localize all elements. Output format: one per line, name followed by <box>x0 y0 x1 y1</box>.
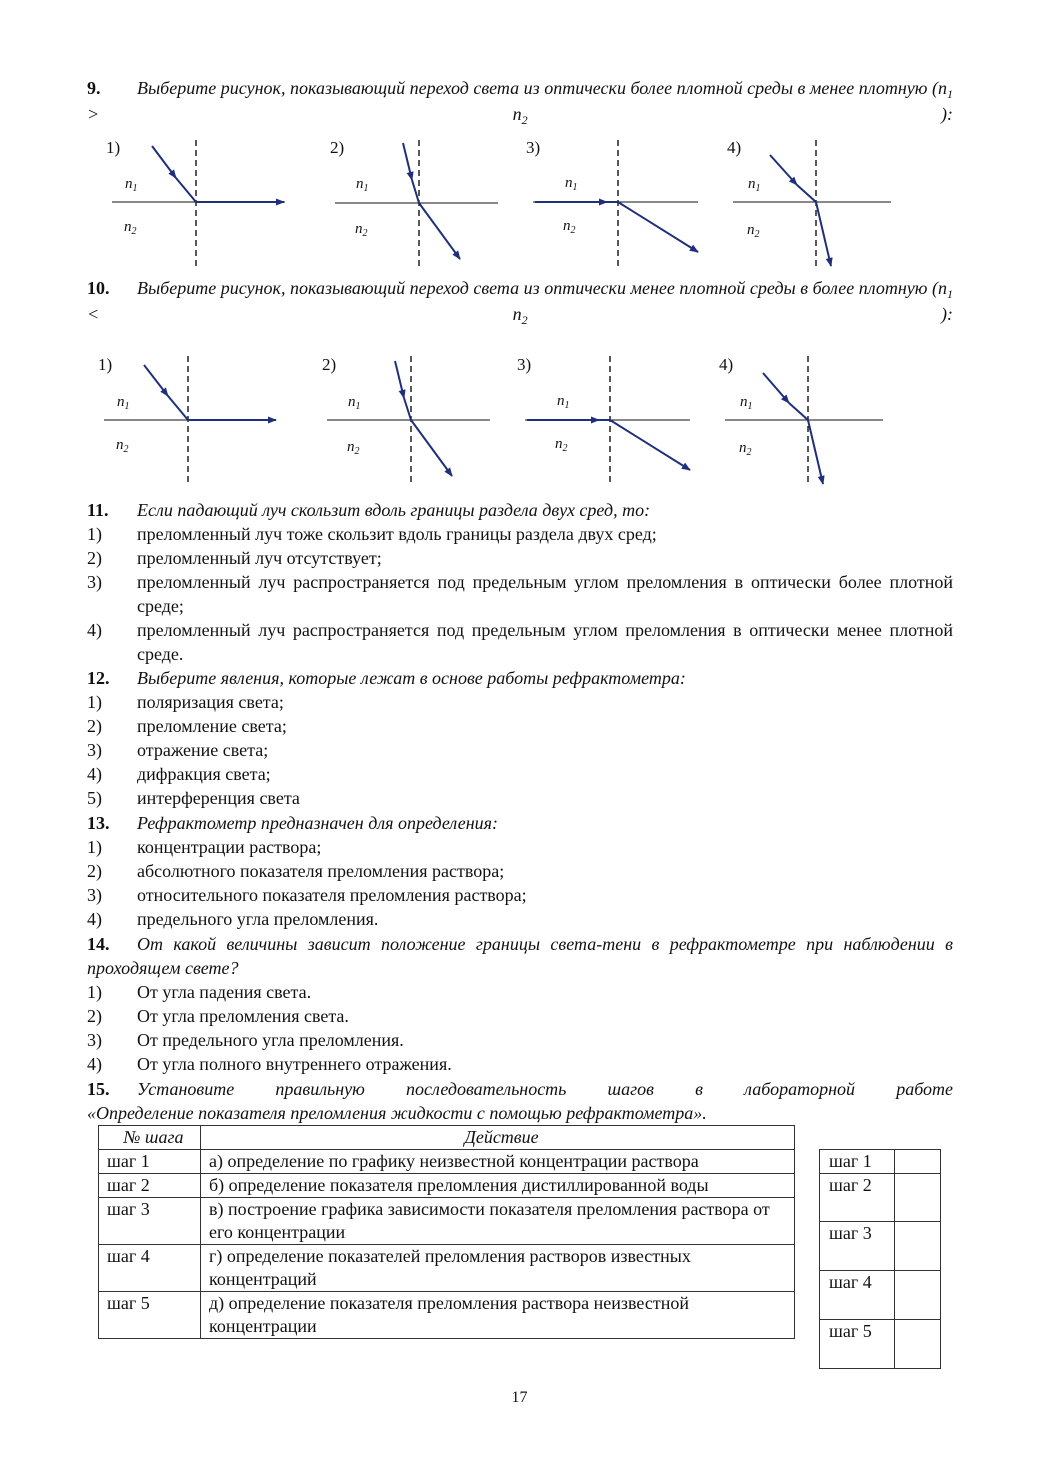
action-cell: а) определение по графику неизвестной концентрации раствора <box>201 1150 795 1174</box>
n2-label: $n_2$ <box>563 218 576 236</box>
answer-row <box>820 1271 941 1320</box>
question-text: Выберите рисунок, показывающий переход света из оптически более плотной среды в менее плотную ( <box>137 78 938 98</box>
step-cell: шаг 4 <box>99 1245 201 1292</box>
figure-label: 1) <box>98 355 113 374</box>
table-row <box>99 1292 795 1339</box>
question-text: Выберите явления, которые лежат в основе работы рефрактометра: <box>137 668 686 688</box>
q9-figure-1 <box>106 138 285 266</box>
step-cell: шаг 1 <box>99 1150 201 1174</box>
option: 4) дифракция света; <box>87 764 271 784</box>
answer-step-label: шаг 4 <box>820 1271 895 1320</box>
question-9: 9. Выберите рисунок, показывающий переход света из оптически более плотной среды в менее плотную ($n_1 > n_2$ ): <box>87 78 953 127</box>
n2-label: $n_2$ <box>116 437 129 455</box>
n2-label: $n_2$ <box>747 222 760 240</box>
n2-label: $n_2$ <box>124 219 137 237</box>
answer-step-label: шаг 3 <box>820 1222 895 1271</box>
figure-label: 2) <box>330 138 345 157</box>
answer-cell[interactable] <box>895 1271 941 1320</box>
question-text: Выберите рисунок, показывающий переход света из оптически менее плотной среды в более плотную ( <box>137 278 938 298</box>
question-text: Если падающий луч скользит вдоль границы раздела двух сред, то: <box>137 500 651 520</box>
answer-cell[interactable] <box>895 1150 941 1174</box>
figure-label: 1) <box>106 138 121 157</box>
option: 5) интерференция света <box>87 788 300 808</box>
option: 3) преломленный луч распространяется под предельным углом преломления в оптически более плотной среде; <box>87 572 953 616</box>
question-11 <box>87 498 953 522</box>
q10-figure-2 <box>322 355 490 482</box>
option: 3) отражение света; <box>87 740 269 760</box>
n1-label: $n_1$ <box>348 394 361 412</box>
table-row <box>99 1174 795 1198</box>
question-text: От какой величины зависит положение границы света-тени в рефрактометре при наблюдении в проходящем свете? <box>87 934 953 978</box>
n1-label: $n_1$ <box>565 175 578 193</box>
q9-figure-4 <box>727 138 891 266</box>
option: 4) преломленный луч распространяется под предельным углом преломления в оптически менее плотной среде. <box>87 620 953 664</box>
option: 4) предельного угла преломления. <box>87 909 379 929</box>
table-row <box>99 1198 795 1245</box>
answer-row <box>820 1150 941 1174</box>
option: 1) концентрации раствора; <box>87 837 322 857</box>
option: 4) От угла полного внутреннего отражения. <box>87 1054 452 1074</box>
option: 1) преломленный луч тоже скользит вдоль границы раздела двух сред; <box>87 524 657 544</box>
answer-row <box>820 1174 941 1222</box>
answer-cell[interactable] <box>895 1174 941 1222</box>
option: 1) поляризация света; <box>87 692 284 712</box>
answer-row <box>820 1320 941 1369</box>
n1-label: $n_1$ <box>117 394 130 412</box>
table-row <box>99 1150 795 1174</box>
q10-figure-4 <box>719 355 883 484</box>
n2-label: $n_2$ <box>739 440 752 458</box>
option: 3) От предельного угла преломления. <box>87 1030 404 1050</box>
n1-label: $n_1$ <box>740 394 753 412</box>
figure-label: 3) <box>526 138 541 157</box>
page-number: 17 <box>511 1389 528 1406</box>
question-number: 14. <box>87 934 110 954</box>
option: 2) От угла преломления света. <box>87 1006 349 1026</box>
question-10: 10. Выберите рисунок, показывающий переход света из оптически менее плотной среды в более плотную ($n_1 < n_2$ ): <box>87 278 953 327</box>
answer-step-label: шаг 1 <box>820 1150 895 1174</box>
column-header: Действие <box>201 1126 795 1150</box>
figure-label: 4) <box>727 138 742 157</box>
answer-table <box>819 1149 941 1369</box>
answer-cell[interactable] <box>895 1320 941 1369</box>
n1-label: $n_1$ <box>356 176 369 194</box>
step-cell: шаг 3 <box>99 1198 201 1245</box>
q9-diagrams <box>0 130 1039 275</box>
option: 1) От угла падения света. <box>87 982 312 1002</box>
answer-step-label: шаг 5 <box>820 1320 895 1369</box>
q10-figure-3 <box>517 355 690 482</box>
option: 2) преломление света; <box>87 716 287 736</box>
q9-figure-2 <box>330 138 498 266</box>
action-cell: б) определение показателя преломления дистиллированной воды <box>201 1174 795 1198</box>
step-cell: шаг 5 <box>99 1292 201 1339</box>
column-header: № шага <box>99 1126 201 1150</box>
question-15 <box>87 1077 953 1101</box>
figure-label: 3) <box>517 355 532 374</box>
answer-step-label: шаг 2 <box>820 1174 895 1222</box>
n1-label: $n_1$ <box>748 176 761 194</box>
figure-label: 2) <box>322 355 337 374</box>
action-cell: г) определение показателей преломления растворов известных концентраций <box>201 1245 795 1292</box>
question-text: Установите правильную последовательность шагов в лабораторной работе <box>137 1079 953 1099</box>
action-cell: д) определение показателя преломления раствора неизвестной концентрации <box>201 1292 795 1339</box>
steps-table <box>98 1125 795 1339</box>
question-12 <box>87 666 953 690</box>
n2-label: $n_2$ <box>347 439 360 457</box>
question-number: 9. <box>87 78 101 98</box>
question-text: Рефрактометр предназначен для определения: <box>137 813 499 833</box>
q9-figure-3 <box>526 138 698 266</box>
question-15-line-2: «Определение показателя преломления жидкости с помощью рефрактометра». <box>87 1103 707 1123</box>
figure-label: 4) <box>719 355 734 374</box>
option: 2) абсолютного показателя преломления раствора; <box>87 861 505 881</box>
step-cell: шаг 2 <box>99 1174 201 1198</box>
question-number: 15. <box>87 1079 110 1099</box>
n1-label: $n_1$ <box>125 176 138 194</box>
question-number: 12. <box>87 668 110 688</box>
answer-row <box>820 1222 941 1271</box>
n1-label: $n_1$ <box>557 393 570 411</box>
question-number: 13. <box>87 813 110 833</box>
n2-label: $n_2$ <box>555 436 568 454</box>
q10-figure-1 <box>98 355 276 482</box>
table-row <box>99 1245 795 1292</box>
option: 3) относительного показателя преломления раствора; <box>87 885 527 905</box>
table-header-row <box>99 1126 795 1150</box>
option: 2) преломленный луч отсутствует; <box>87 548 382 568</box>
answer-cell[interactable] <box>895 1222 941 1271</box>
action-cell: в) построение графика зависимости показателя преломления раствора от его концентрации <box>201 1198 795 1245</box>
question-13 <box>87 811 953 835</box>
q10-diagrams <box>0 350 1039 490</box>
question-number: 11. <box>87 500 109 520</box>
n2-label: $n_2$ <box>355 221 368 239</box>
question-14 <box>87 932 953 980</box>
question-number: 10. <box>87 278 110 298</box>
